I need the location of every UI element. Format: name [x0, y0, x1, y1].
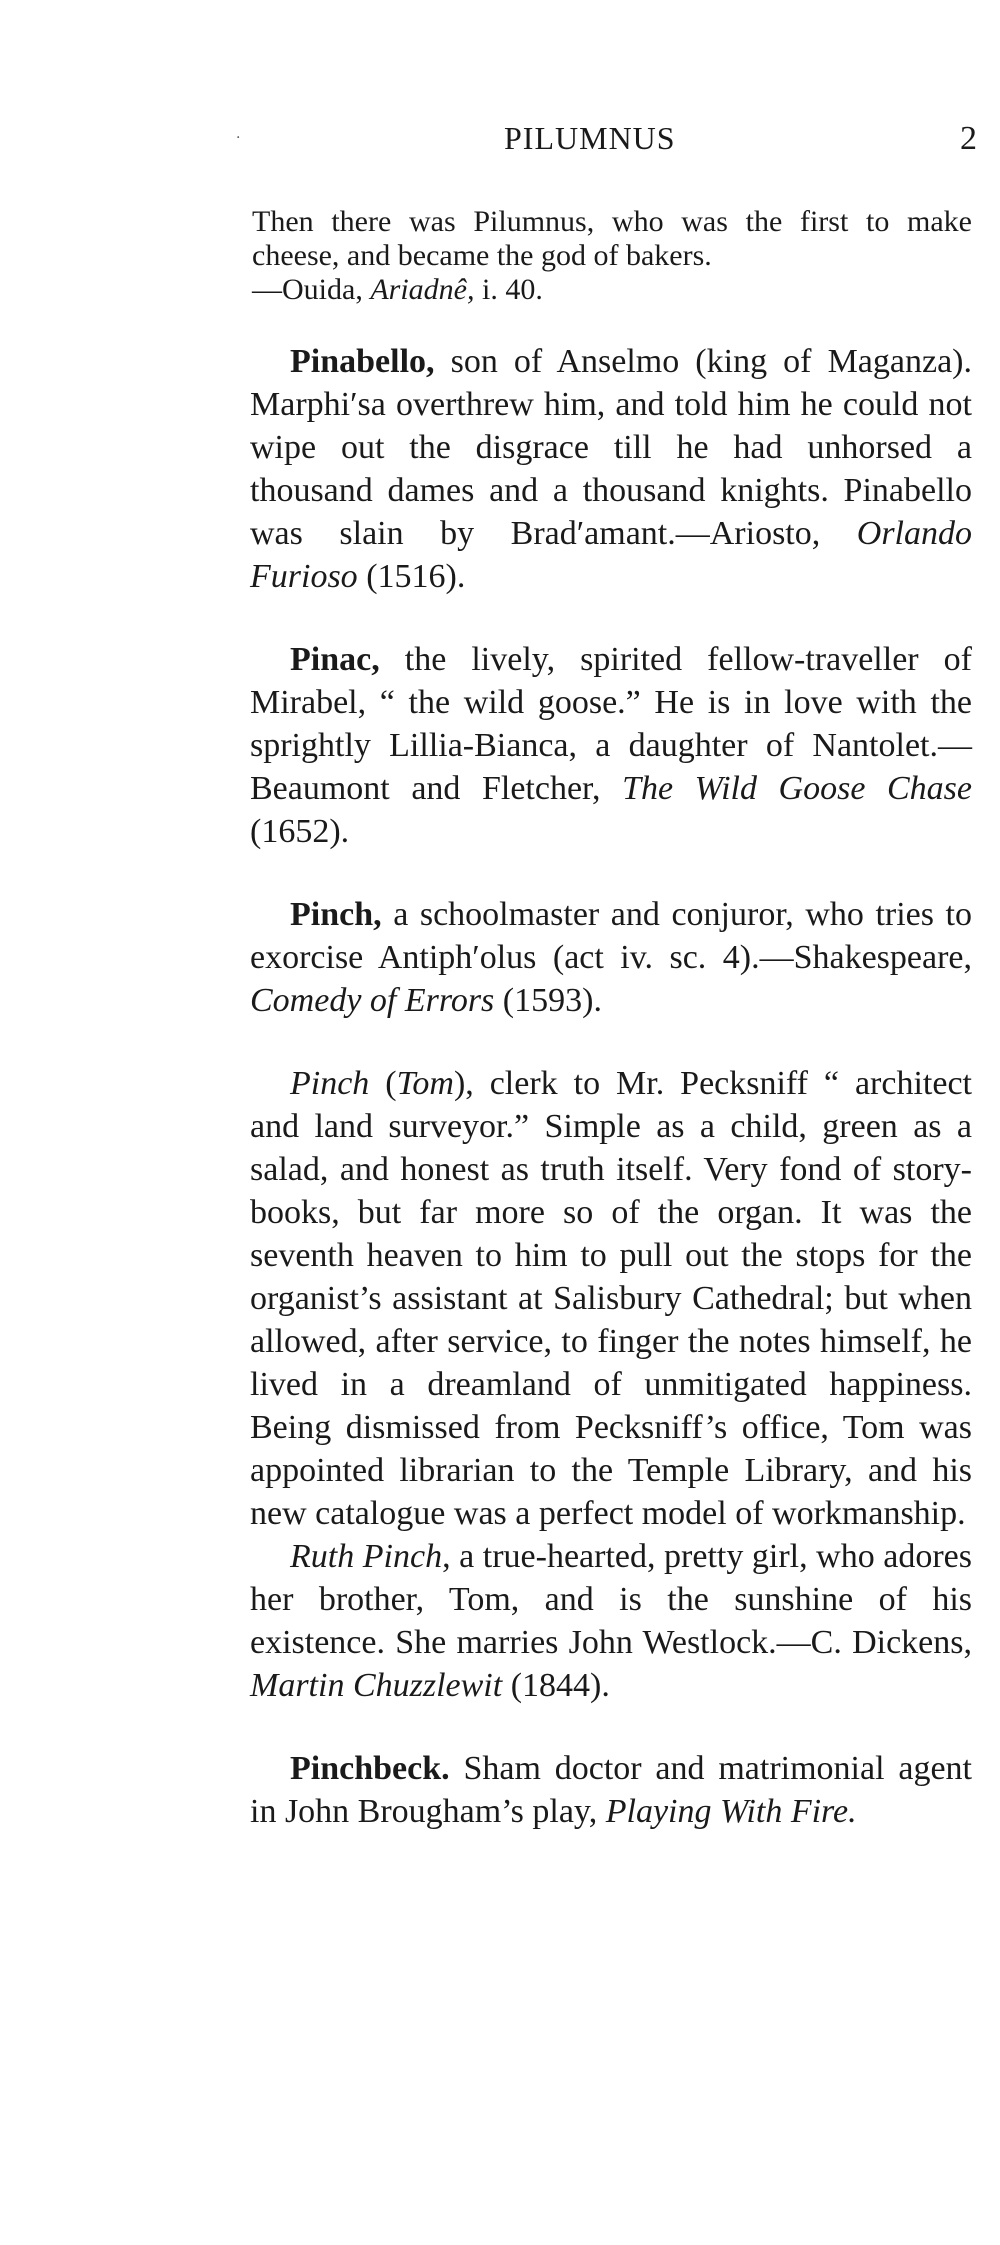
entry-pinac — [250, 638, 972, 853]
entry-ruth-pinch — [250, 1535, 972, 1707]
entry-headword: Pinch, — [290, 896, 382, 933]
entry-work-title: Comedy of Errors — [250, 982, 495, 1019]
entry-headword: Pinabello, — [290, 343, 435, 380]
entry-headword: Pinac, — [290, 641, 380, 678]
quote-source-title: Ariadnê, — [370, 273, 475, 306]
entry-work-title: The Wild Goose Chase — [622, 770, 972, 807]
quote-source-suffix: i. 40. — [474, 273, 543, 306]
entry-text: Sham doctor and matrimonial agent in John Brougham’s play, — [250, 1750, 972, 1830]
entry-work-title: Playing With Fire. — [605, 1793, 857, 1830]
entry-text: , clerk to Mr. Pecksniff “ architect and land surveyor.” Simple as a child, green as a salad, and honest as truth itself. Very fond of story-books, but far more so of the organ. It was the seventh heaven to him to pull out the stops for the organist’s assistant at Salisbury Cathedral; but when allowed, after service, to finger the notes himself, he lived in a dreamland of unmitigated happiness. Being dismissed from Pecksniff’s office, Tom was appointed librarian to the Temple Library, and his new catalogue was a perfect model of workmanship. — [250, 1065, 972, 1532]
entries-list — [250, 340, 972, 1873]
page-number: 2 — [960, 120, 977, 157]
entry-pinabello — [250, 340, 972, 598]
entry-paren-close: ) — [453, 1065, 466, 1102]
entry-tail: (1652). — [250, 813, 350, 850]
entry-headword: Ruth Pinch — [290, 1538, 443, 1575]
entry-headword: Pinch — [290, 1065, 370, 1102]
entry-tail: (1844). — [502, 1667, 610, 1704]
page-header — [0, 120, 1000, 170]
entry-headword: Pinchbeck. — [290, 1750, 450, 1787]
entry-text: a schoolmaster and conjuror, who tries to exorcise Antiph′olus (act iv. sc. 4).—Shakespeare, — [250, 896, 972, 976]
quote-text: Then there was Pilumnus, who was the first to make cheese, and became the god of bakers. — [252, 205, 972, 272]
quote-source — [252, 273, 972, 307]
entry-work-title: Orlando Furioso — [250, 515, 972, 595]
entry-tail: (1516). — [357, 558, 466, 595]
entry-tail: (1593). — [494, 982, 602, 1019]
entry-pinch-tom — [250, 1062, 972, 1535]
entry-headword-name: Tom — [396, 1065, 454, 1102]
entry-work-title: Martin Chuzzlewit — [250, 1667, 503, 1704]
entry-text: son of Anselmo (king of Maganza). Marphi′sa overthrew him, and told him he could not wipe out the disgrace till he had unhorsed a thousand dames and a thousand knights. Pinabello was slain by Brad′amant.—Ariosto, — [250, 343, 972, 552]
epigraph-quote — [252, 205, 972, 307]
stray-mark: · — [236, 130, 241, 146]
entry-pinchbeck — [250, 1747, 972, 1833]
entry-paren-open: ( — [369, 1065, 397, 1102]
running-head: PILUMNUS — [504, 120, 676, 156]
entry-text: the lively, spirited fellow-traveller of Mirabel, “ the wild goose.” He is in love with the sprightly Lillia-Bianca, a daughter of Nantolet.—Beaumont and Fletcher, — [250, 641, 972, 807]
quote-source-prefix: —Ouida, — [252, 273, 371, 306]
entry-text: , a true-hearted, pretty girl, who adores her brother, Tom, and is the sunshine of his existence. She marries John Westlock.—C. Dickens, — [250, 1538, 972, 1661]
entry-pinch — [250, 893, 972, 1022]
